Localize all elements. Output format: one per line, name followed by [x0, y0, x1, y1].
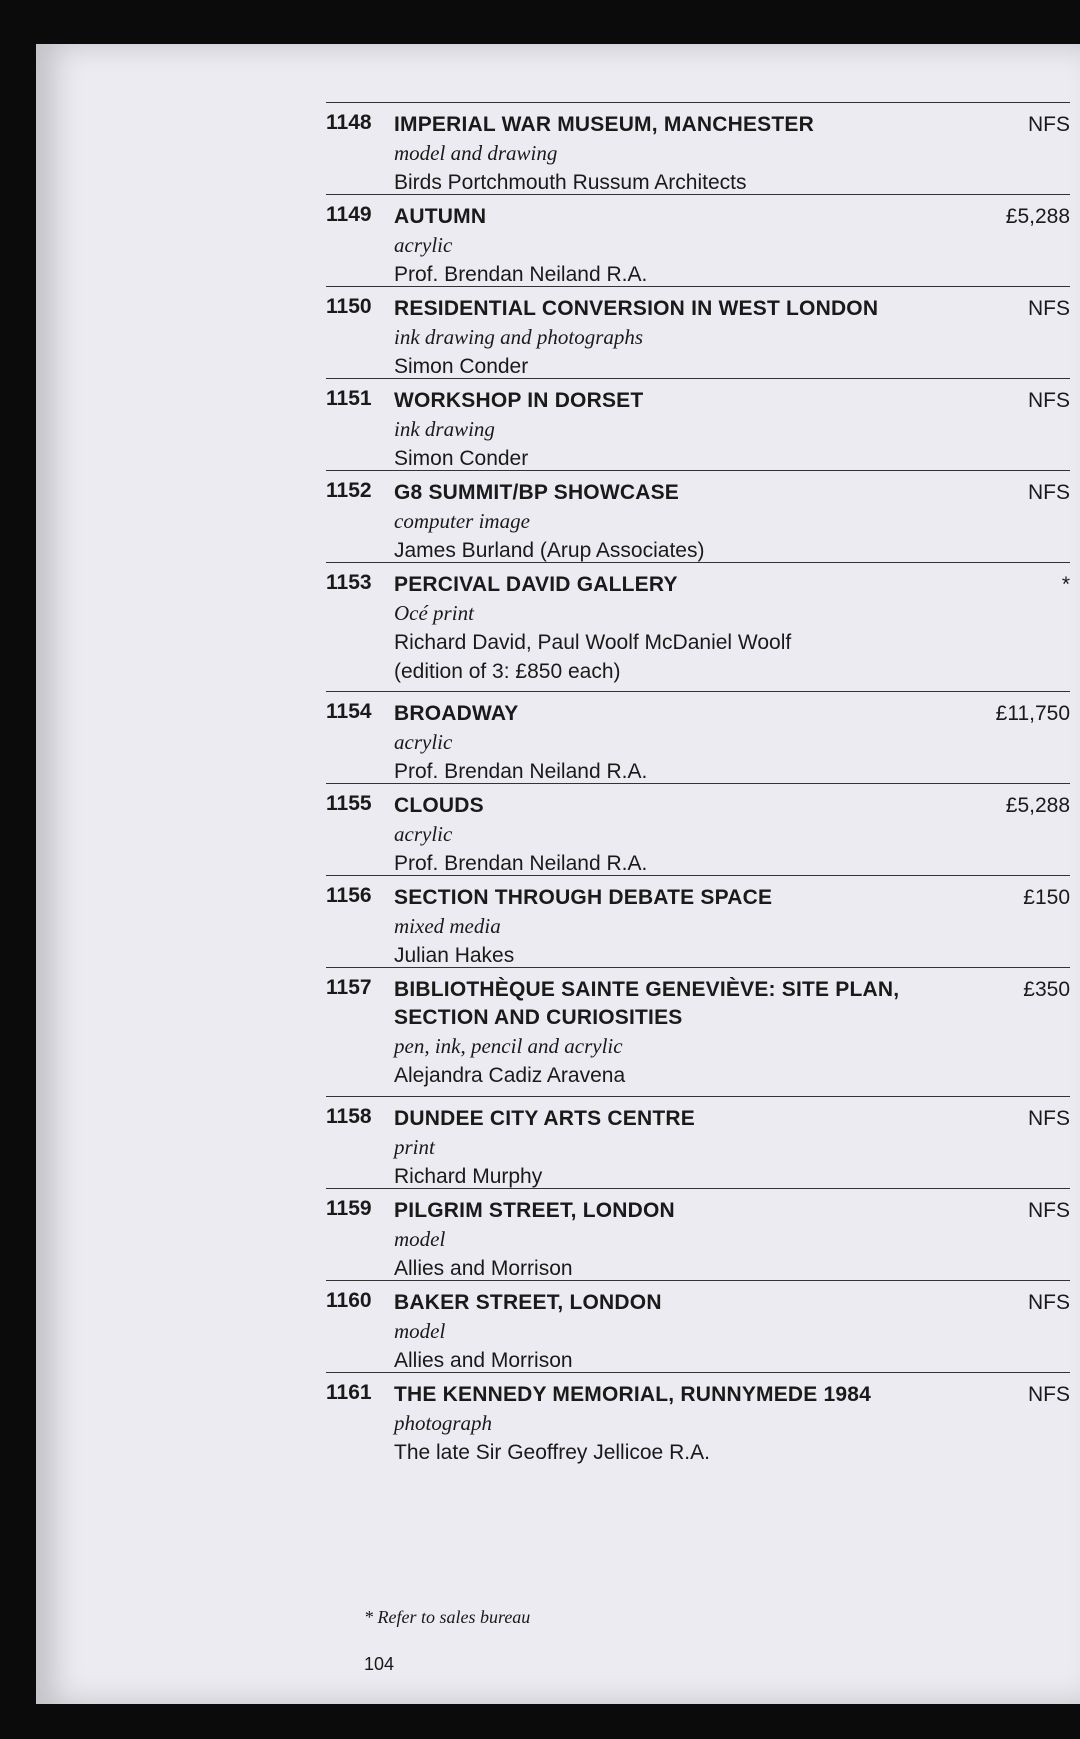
- entry-price: £350: [1023, 978, 1070, 1001]
- entry-number: 1160: [326, 1289, 372, 1312]
- entry-price: NFS: [1028, 1383, 1070, 1406]
- entry-price: £5,288: [1005, 794, 1070, 817]
- entry-artist: Simon Conder: [394, 355, 529, 378]
- catalogue-entry: [326, 691, 1070, 783]
- catalogue-entry: [326, 470, 1070, 562]
- entry-title: BIBLIOTHÈQUE SAINTE GENEVIÈVE: SITE PLAN,: [394, 978, 900, 1001]
- entry-price: NFS: [1028, 1107, 1070, 1130]
- entry-medium: acrylic: [394, 233, 453, 257]
- entry-price: NFS: [1028, 1291, 1070, 1314]
- catalogue-list: [326, 102, 1070, 1490]
- entry-medium: print: [394, 1135, 435, 1159]
- entry-title: PERCIVAL DAVID GALLERY: [394, 573, 678, 596]
- entry-number: 1158: [326, 1105, 372, 1128]
- entry-number: 1159: [326, 1197, 372, 1220]
- entry-title: G8 SUMMIT/BP SHOWCASE: [394, 481, 680, 504]
- entry-price: NFS: [1028, 1199, 1070, 1222]
- entry-title: SECTION THROUGH DEBATE SPACE: [394, 886, 773, 909]
- entry-price: NFS: [1028, 297, 1070, 320]
- entry-artist: Prof. Brendan Neiland R.A.: [394, 852, 648, 875]
- entry-medium: model: [394, 1227, 446, 1251]
- entry-number: 1149: [326, 203, 372, 226]
- entry-price: £5,288: [1005, 205, 1070, 228]
- catalogue-entry: [326, 1280, 1070, 1372]
- catalogue-entry: [326, 875, 1070, 967]
- catalogue-entry: [326, 102, 1070, 194]
- sales-footnote: * Refer to sales bureau: [364, 1607, 531, 1627]
- entry-number: 1154: [326, 700, 372, 723]
- entry-title: AUTUMN: [394, 205, 487, 228]
- entry-medium: model and drawing: [394, 141, 558, 165]
- entry-price: NFS: [1028, 113, 1070, 136]
- entry-artist: Richard David, Paul Woolf McDaniel Woolf: [394, 631, 792, 654]
- entry-price: £11,750: [995, 702, 1070, 725]
- entry-medium: Océ print: [394, 601, 474, 625]
- entry-artist: Prof. Brendan Neiland R.A.: [394, 263, 648, 286]
- catalogue-page: [36, 44, 1080, 1704]
- entry-number: 1156: [326, 884, 372, 907]
- catalogue-entry: [326, 1188, 1070, 1280]
- entry-number: 1150: [326, 295, 372, 318]
- entry-title: PILGRIM STREET, LONDON: [394, 1199, 675, 1222]
- entry-title: RESIDENTIAL CONVERSION IN WEST LONDON: [394, 297, 879, 320]
- catalogue-entry: [326, 562, 1070, 691]
- entry-title: THE KENNEDY MEMORIAL, RUNNYMEDE 1984: [394, 1383, 872, 1406]
- entry-artist: Allies and Morrison: [394, 1349, 573, 1372]
- entry-medium: model: [394, 1319, 446, 1343]
- entry-price: £150: [1023, 886, 1070, 909]
- entry-medium: photograph: [394, 1411, 493, 1435]
- entry-medium: acrylic: [394, 822, 453, 846]
- entry-medium: mixed media: [394, 914, 501, 938]
- entry-title: DUNDEE CITY ARTS CENTRE: [394, 1107, 695, 1130]
- catalogue-entry: [326, 1372, 1070, 1490]
- catalogue-entry: [326, 378, 1070, 470]
- entry-number: 1148: [326, 111, 372, 134]
- entry-artist: Alejandra Cadiz Aravena: [394, 1064, 626, 1087]
- entry-medium: pen, ink, pencil and acrylic: [394, 1034, 623, 1058]
- entry-artist: Julian Hakes: [394, 944, 515, 967]
- entry-number: 1161: [326, 1381, 372, 1404]
- entry-title: CLOUDS: [394, 794, 484, 817]
- entry-artist: The late Sir Geoffrey Jellicoe R.A.: [394, 1441, 710, 1464]
- entry-price: NFS: [1028, 389, 1070, 412]
- entry-number: 1157: [326, 976, 372, 999]
- entry-artist: James Burland (Arup Associates): [394, 539, 705, 562]
- entry-number: 1152: [326, 479, 372, 502]
- entry-price: *: [1061, 573, 1070, 596]
- entry-title-continued: SECTION AND CURIOSITIES: [394, 1006, 683, 1029]
- entry-title: BAKER STREET, LONDON: [394, 1291, 662, 1314]
- entry-artist: Richard Murphy: [394, 1165, 543, 1188]
- catalogue-entry: [326, 783, 1070, 875]
- entry-price: NFS: [1028, 481, 1070, 504]
- entry-medium: computer image: [394, 509, 530, 533]
- entry-edition-note: (edition of 3: £850 each): [394, 660, 621, 683]
- entry-title: BROADWAY: [394, 702, 519, 725]
- entry-number: 1151: [326, 387, 372, 410]
- catalogue-entry: [326, 194, 1070, 286]
- entry-artist: Simon Conder: [394, 447, 529, 470]
- entry-artist: Allies and Morrison: [394, 1257, 573, 1280]
- page-number: 104: [364, 1654, 395, 1674]
- entry-medium: ink drawing: [394, 417, 495, 441]
- entry-title: IMPERIAL WAR MUSEUM, MANCHESTER: [394, 113, 814, 136]
- catalogue-entry: [326, 967, 1070, 1096]
- entry-medium: ink drawing and photographs: [394, 325, 644, 349]
- entry-number: 1153: [326, 571, 372, 594]
- entry-artist: Prof. Brendan Neiland R.A.: [394, 760, 648, 783]
- catalogue-entry: [326, 1096, 1070, 1188]
- entry-medium: acrylic: [394, 730, 453, 754]
- catalogue-entry: [326, 286, 1070, 378]
- entry-title: WORKSHOP IN DORSET: [394, 389, 644, 412]
- entry-number: 1155: [326, 792, 372, 815]
- entry-artist: Birds Portchmouth Russum Architects: [394, 171, 747, 194]
